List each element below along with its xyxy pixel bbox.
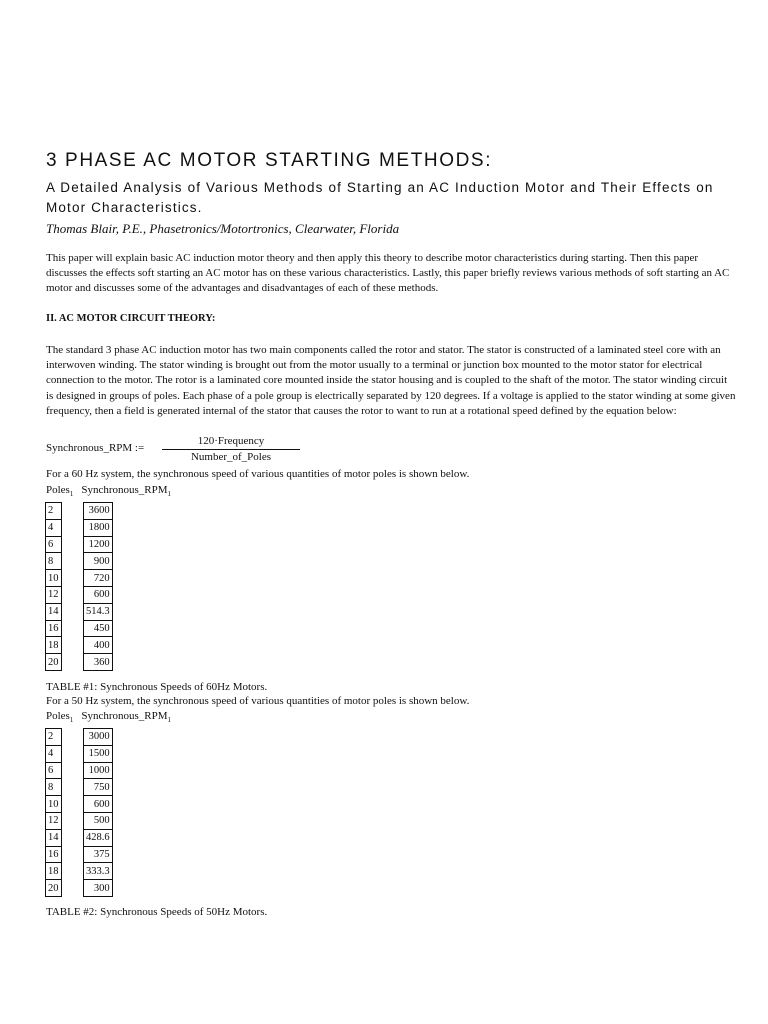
poles-cell: 12 xyxy=(46,586,62,603)
rpm-cell: 400 xyxy=(84,637,113,654)
author-line: Thomas Blair, P.E., Phasetronics/Motortronics, Clearwater, Florida xyxy=(46,221,400,236)
table-row xyxy=(46,603,62,620)
table-row xyxy=(84,779,113,796)
table-row xyxy=(84,729,113,746)
table50-poles xyxy=(45,728,62,897)
table60-column-header xyxy=(46,484,171,498)
table50-caption: TABLE #2: Synchronous Speeds of 50Hz Motors. xyxy=(46,906,268,918)
intro-paragraph: This paper will explain basic AC induction motor theory and then apply this theory to describe motor characteristics during starting. Then this paper discusses the effects soft starting an AC motor has on these various characteristics. Lastly, this paper briefly reviews various methods of soft starting an AC motor and discusses some of the advantages and disadvantages of each of these methods. xyxy=(46,252,730,295)
table-row xyxy=(84,536,113,553)
table60-caption: TABLE #1: Synchronous Speeds of 60Hz Motors. xyxy=(46,681,268,693)
table-row xyxy=(84,603,113,620)
table-row xyxy=(84,829,113,846)
poles-cell: 8 xyxy=(46,553,62,570)
section-heading: II. AC MOTOR CIRCUIT THEORY: xyxy=(46,313,216,324)
theory-paragraph: The standard 3 phase AC induction motor has two main components called the rotor and stator. The stator is constructed of a laminated steel core with an interwoven winding. The stator winding is brought out from the motor usually to a terminal or junction box mounted to the motor stator for electrical connection to the motor. The rotor is a laminated core mounted inside the stator housing and is coupled to the shaft of the motor. The stator winding circuit is designed in groups of poles. Each phase of a pole group is electrically separated by 120 degrees. If a voltage is applied to the stator winding at some given frequency, then a field is generated internal of the stator that causes the rotor to want to run at a rotational speed defined by the equation below: xyxy=(46,344,736,417)
poles-cell: 4 xyxy=(46,519,62,536)
rpm-cell: 750 xyxy=(84,779,113,796)
poles-cell: 18 xyxy=(46,637,62,654)
table60-rpm xyxy=(83,502,113,671)
document-title: 3 PHASE AC MOTOR STARTING METHODS: xyxy=(46,150,493,171)
table-row xyxy=(46,637,62,654)
table-row xyxy=(84,812,113,829)
poles-cell: 16 xyxy=(46,620,62,637)
poles-label: Poles xyxy=(46,710,70,722)
table50-rpm xyxy=(83,728,113,897)
table-row xyxy=(84,637,113,654)
poles-cell: 2 xyxy=(46,503,62,520)
table-row xyxy=(84,863,113,880)
table-row xyxy=(84,519,113,536)
rpm-label: Synchronous_RPM xyxy=(81,484,168,496)
synchronous-rpm-formula xyxy=(46,434,306,468)
formula-denominator: Number_of_Poles xyxy=(190,451,272,463)
table-row xyxy=(84,586,113,603)
table-row xyxy=(46,796,62,813)
table50-column-header xyxy=(46,710,171,724)
table-row xyxy=(84,880,113,897)
poles-cell: 4 xyxy=(46,745,62,762)
poles-cell: 16 xyxy=(46,846,62,863)
table-row xyxy=(46,570,62,587)
table-row xyxy=(84,553,113,570)
table-row xyxy=(46,503,62,520)
poles-cell: 2 xyxy=(46,729,62,746)
rpm-cell: 500 xyxy=(84,812,113,829)
rpm-cell: 300 xyxy=(84,880,113,897)
poles-cell: 12 xyxy=(46,812,62,829)
document-subtitle: A Detailed Analysis of Various Methods of Starting an AC Induction Motor and Their Effects on Motor Characteristics. xyxy=(46,180,714,215)
table-row xyxy=(46,762,62,779)
table-row xyxy=(46,729,62,746)
table-row xyxy=(46,846,62,863)
rpm-cell: 600 xyxy=(84,586,113,603)
rpm-cell: 514.3 xyxy=(84,603,113,620)
table-row xyxy=(46,829,62,846)
table-row xyxy=(84,570,113,587)
poles-label: Poles xyxy=(46,484,70,496)
table-row xyxy=(84,503,113,520)
poles-subscript: 1 xyxy=(69,490,74,499)
poles-cell: 6 xyxy=(46,536,62,553)
rpm-cell: 3000 xyxy=(84,729,113,746)
table-row xyxy=(46,812,62,829)
rpm-cell: 900 xyxy=(84,553,113,570)
table60-poles xyxy=(45,502,62,671)
poles-cell: 10 xyxy=(46,796,62,813)
table-row xyxy=(46,536,62,553)
poles-cell: 20 xyxy=(46,654,62,671)
rpm-cell: 1800 xyxy=(84,519,113,536)
poles-cell: 14 xyxy=(46,829,62,846)
rpm-cell: 1200 xyxy=(84,536,113,553)
rpm-cell: 600 xyxy=(84,796,113,813)
table-row xyxy=(46,863,62,880)
rpm-subscript: 1 xyxy=(167,716,172,725)
rpm-subscript: 1 xyxy=(167,490,172,499)
table-row xyxy=(46,553,62,570)
formula-fraction xyxy=(162,434,300,465)
table-row xyxy=(84,620,113,637)
rpm-cell: 1500 xyxy=(84,745,113,762)
table-row xyxy=(46,620,62,637)
poles-cell: 14 xyxy=(46,603,62,620)
table-row xyxy=(84,654,113,671)
table60-intro: For a 60 Hz system, the synchronous speed of various quantities of motor poles is shown below. xyxy=(46,468,470,480)
poles-cell: 20 xyxy=(46,880,62,897)
rpm-cell: 375 xyxy=(84,846,113,863)
table-row xyxy=(46,880,62,897)
poles-subscript: 1 xyxy=(69,716,74,725)
table-row xyxy=(84,846,113,863)
rpm-cell: 360 xyxy=(84,654,113,671)
rpm-cell: 428.6 xyxy=(84,829,113,846)
table-row xyxy=(84,745,113,762)
table-row xyxy=(46,519,62,536)
poles-cell: 8 xyxy=(46,779,62,796)
table-row xyxy=(46,779,62,796)
poles-cell: 10 xyxy=(46,570,62,587)
rpm-cell: 450 xyxy=(84,620,113,637)
table50-intro: For a 50 Hz system, the synchronous speed of various quantities of motor poles is shown below. xyxy=(46,695,470,707)
formula-lhs: Synchronous_RPM := xyxy=(46,442,145,454)
rpm-label: Synchronous_RPM xyxy=(81,710,168,722)
table-row xyxy=(84,796,113,813)
rpm-cell: 720 xyxy=(84,570,113,587)
table-row xyxy=(46,745,62,762)
table-row xyxy=(46,654,62,671)
poles-cell: 18 xyxy=(46,863,62,880)
rpm-cell: 333.3 xyxy=(84,863,113,880)
formula-numerator: 120·Frequency xyxy=(162,434,300,450)
rpm-cell: 1000 xyxy=(84,762,113,779)
poles-cell: 6 xyxy=(46,762,62,779)
table-row xyxy=(46,586,62,603)
table-row xyxy=(84,762,113,779)
rpm-cell: 3600 xyxy=(84,503,113,520)
